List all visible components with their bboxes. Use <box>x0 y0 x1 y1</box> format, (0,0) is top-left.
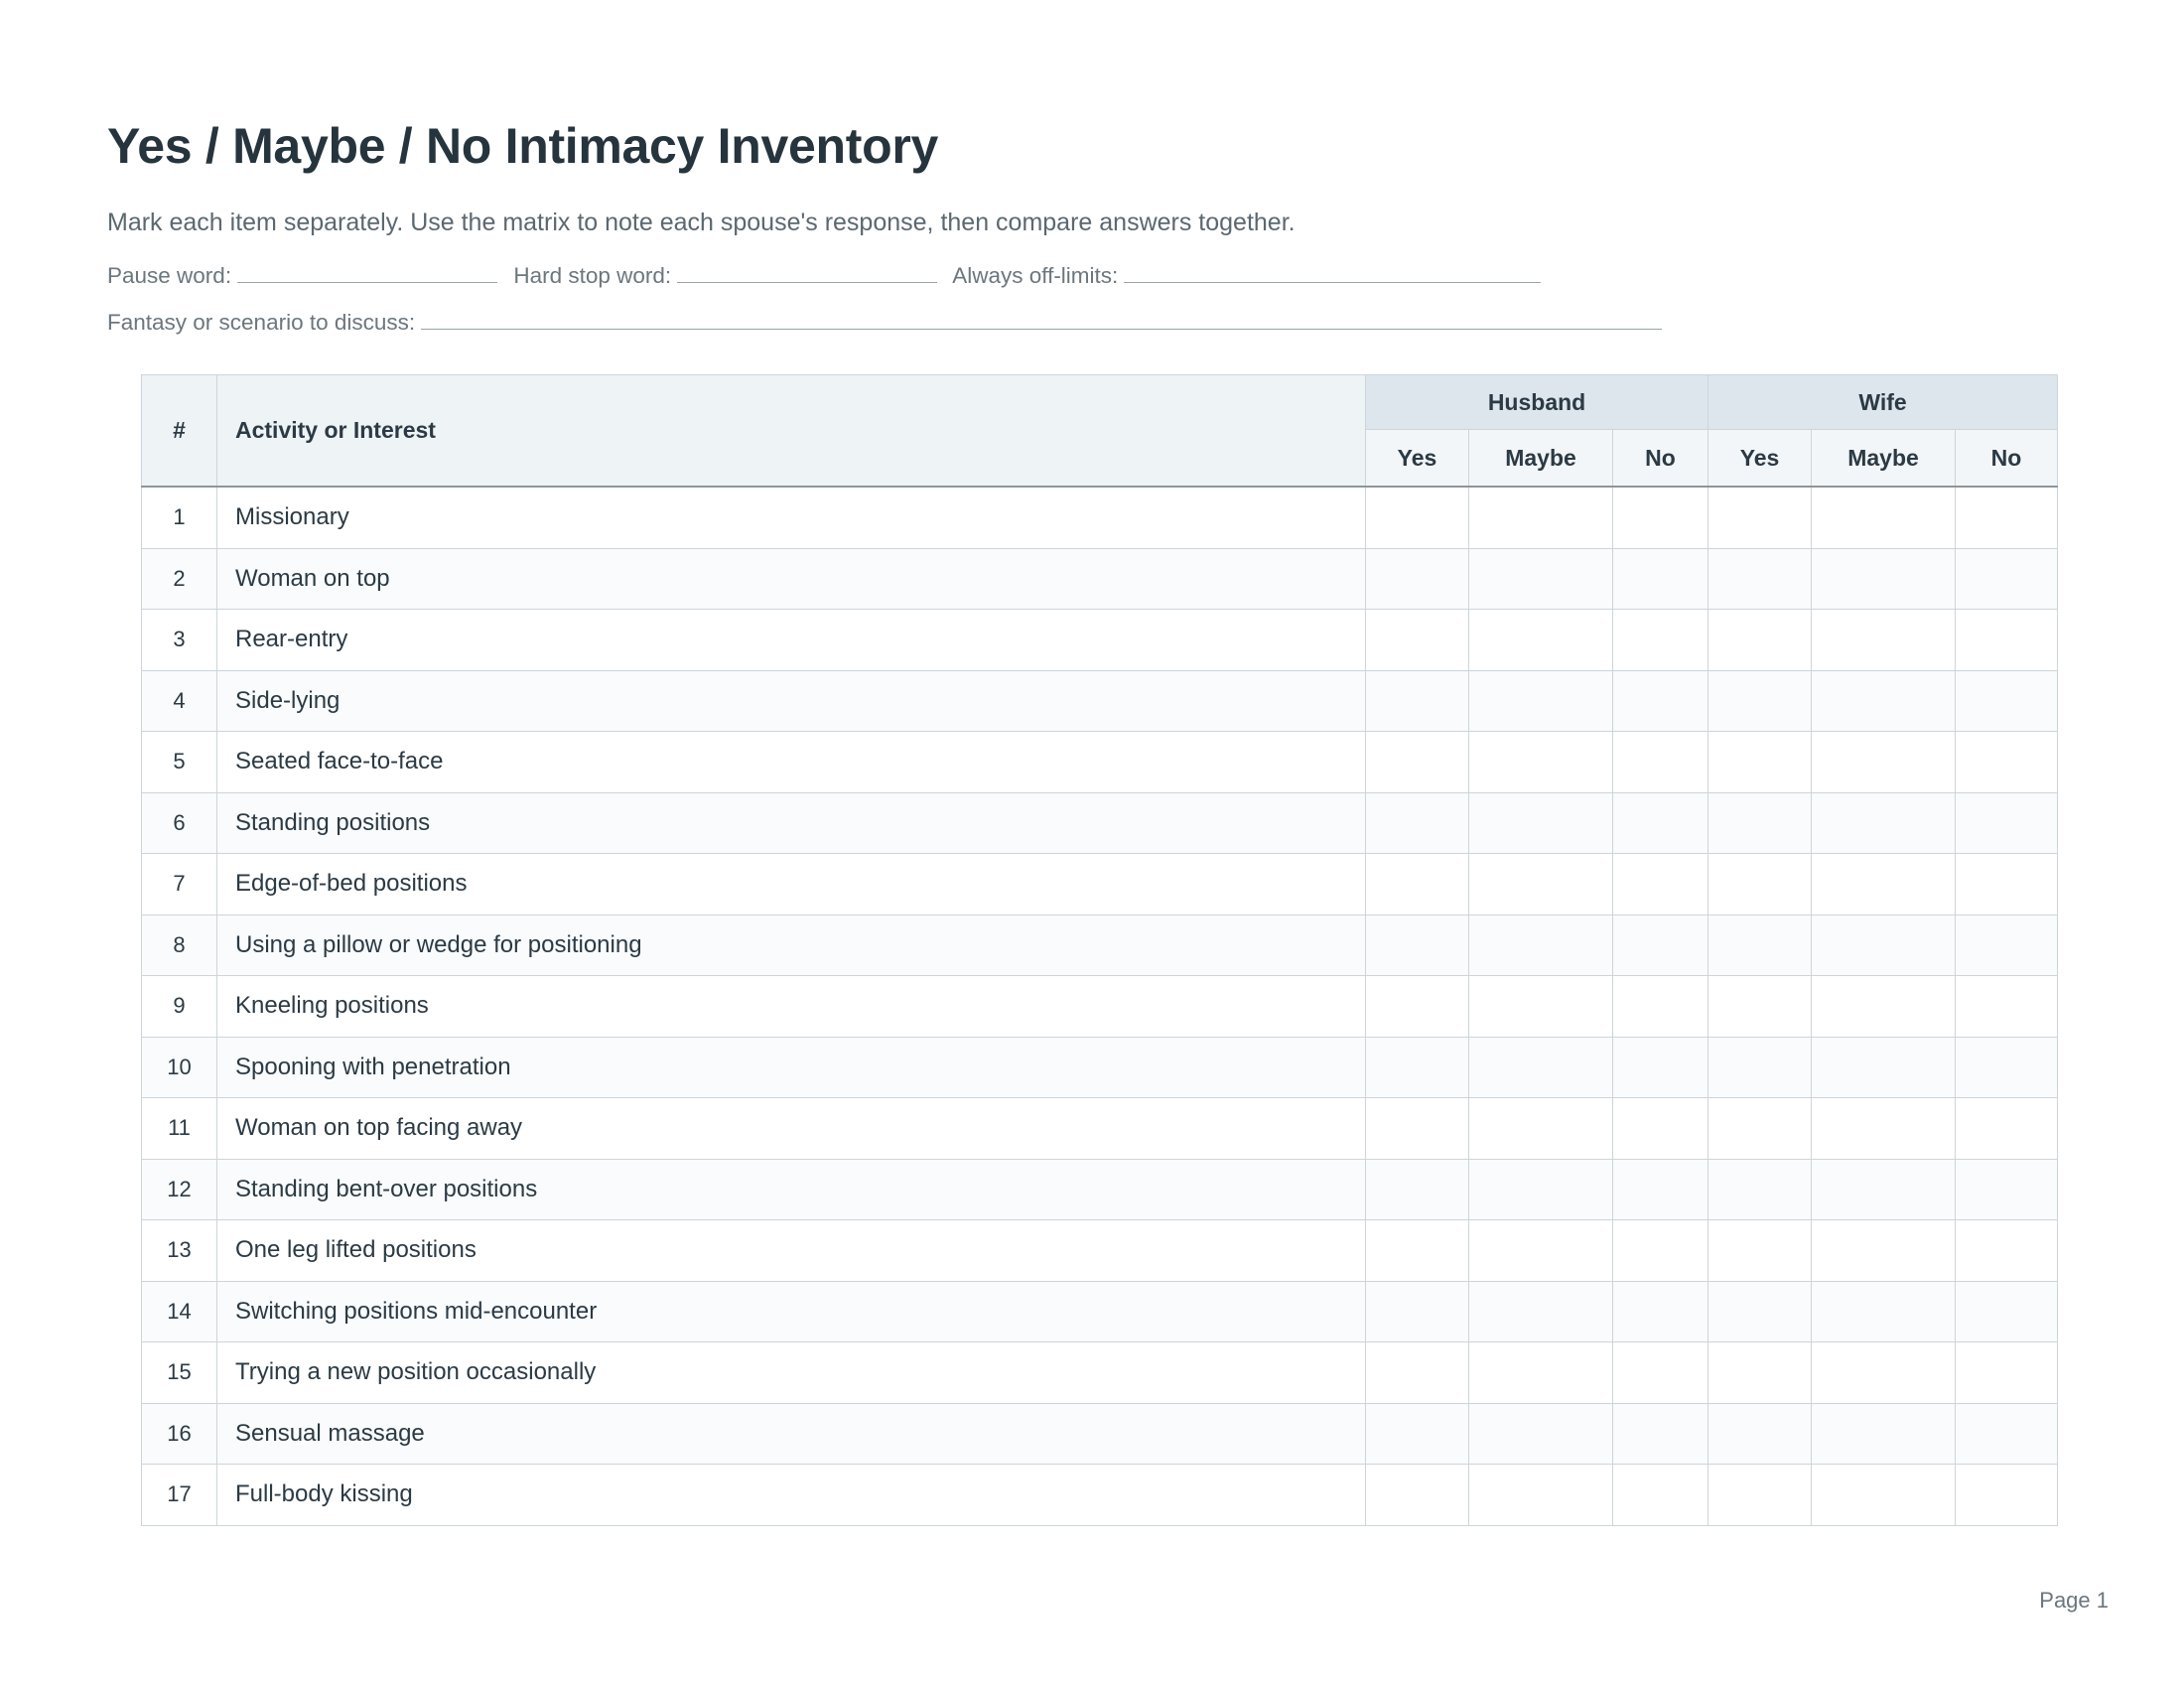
row-activity: One leg lifted positions <box>217 1220 1366 1282</box>
table-row <box>142 487 2058 548</box>
table-row <box>142 610 2058 671</box>
husband-yes-cell[interactable] <box>1366 1159 1469 1220</box>
wife-maybe-cell[interactable] <box>1812 792 1956 854</box>
wife-no-cell[interactable] <box>1956 1403 2058 1465</box>
wife-yes-cell[interactable] <box>1708 1281 1812 1342</box>
row-activity: Kneeling positions <box>217 976 1366 1038</box>
row-activity: Woman on top <box>217 548 1366 610</box>
row-number: 8 <box>142 914 217 976</box>
fantasy-label: Fantasy or scenario to discuss: <box>107 310 416 335</box>
husband-yes-cell[interactable] <box>1366 732 1469 793</box>
husband-yes-cell[interactable] <box>1366 670 1469 732</box>
header-number: # <box>142 375 217 488</box>
wife-no-cell[interactable] <box>1956 1159 2058 1220</box>
husband-maybe-cell[interactable] <box>1469 1220 1613 1282</box>
table-row <box>142 670 2058 732</box>
wife-maybe-cell[interactable] <box>1812 610 1956 671</box>
husband-maybe-cell[interactable] <box>1469 1342 1613 1404</box>
husband-maybe-cell[interactable] <box>1469 1159 1613 1220</box>
husband-maybe-cell[interactable] <box>1469 1281 1613 1342</box>
wife-no-cell[interactable] <box>1956 854 2058 915</box>
table-row <box>142 1342 2058 1404</box>
header-wife-no: No <box>1956 430 2058 488</box>
husband-yes-cell[interactable] <box>1366 1037 1469 1098</box>
wife-yes-cell[interactable] <box>1708 732 1812 793</box>
husband-maybe-cell[interactable] <box>1469 548 1613 610</box>
inventory-table <box>141 374 2058 1526</box>
header-wife-maybe: Maybe <box>1812 430 1956 488</box>
wife-no-cell[interactable] <box>1956 548 2058 610</box>
wife-yes-cell[interactable] <box>1708 1342 1812 1404</box>
header-husband: Husband <box>1366 375 1708 430</box>
row-activity: Woman on top facing away <box>217 1098 1366 1160</box>
husband-no-cell[interactable] <box>1613 1159 1708 1220</box>
husband-yes-cell[interactable] <box>1366 610 1469 671</box>
instructions: Mark each item separately. Use the matrix to note each spouse's response, then compare answers together. <box>107 209 1296 236</box>
husband-yes-cell[interactable] <box>1366 976 1469 1038</box>
husband-maybe-cell[interactable] <box>1469 732 1613 793</box>
row-number: 15 <box>142 1342 217 1404</box>
row-activity: Edge-of-bed positions <box>217 854 1366 915</box>
header-husband-no: No <box>1613 430 1708 488</box>
husband-no-cell[interactable] <box>1613 1465 1708 1526</box>
table-row <box>142 976 2058 1038</box>
wife-yes-cell[interactable] <box>1708 1403 1812 1465</box>
wife-maybe-cell[interactable] <box>1812 548 1956 610</box>
fantasy-field <box>107 310 1672 336</box>
husband-maybe-cell[interactable] <box>1469 610 1613 671</box>
table-row <box>142 1220 2058 1282</box>
husband-yes-cell[interactable] <box>1366 548 1469 610</box>
husband-maybe-cell[interactable] <box>1469 792 1613 854</box>
husband-no-cell[interactable] <box>1613 548 1708 610</box>
row-activity: Missionary <box>217 487 1366 548</box>
wife-no-cell[interactable] <box>1956 1098 2058 1160</box>
wife-maybe-cell[interactable] <box>1812 670 1956 732</box>
header-wife: Wife <box>1708 375 2058 430</box>
wife-yes-cell[interactable] <box>1708 670 1812 732</box>
table-row <box>142 854 2058 915</box>
row-activity: Switching positions mid-encounter <box>217 1281 1366 1342</box>
row-number: 14 <box>142 1281 217 1342</box>
row-number: 4 <box>142 670 217 732</box>
row-activity: Trying a new position occasionally <box>217 1342 1366 1404</box>
wife-no-cell[interactable] <box>1956 792 2058 854</box>
wife-no-cell[interactable] <box>1956 1220 2058 1282</box>
wife-no-cell[interactable] <box>1956 732 2058 793</box>
wife-maybe-cell[interactable] <box>1812 854 1956 915</box>
always-off-limits-blank[interactable] <box>1124 264 1541 283</box>
wife-maybe-cell[interactable] <box>1812 1037 1956 1098</box>
husband-maybe-cell[interactable] <box>1469 854 1613 915</box>
wife-yes-cell[interactable] <box>1708 854 1812 915</box>
wife-no-cell[interactable] <box>1956 1465 2058 1526</box>
row-activity: Using a pillow or wedge for positioning <box>217 914 1366 976</box>
header-husband-maybe: Maybe <box>1469 430 1613 488</box>
always-off-limits-label: Always off-limits: <box>952 263 1119 288</box>
husband-no-cell[interactable] <box>1613 610 1708 671</box>
husband-maybe-cell[interactable] <box>1469 487 1613 548</box>
page-title: Yes / Maybe / No Intimacy Inventory <box>107 118 939 174</box>
wife-yes-cell[interactable] <box>1708 1098 1812 1160</box>
wife-maybe-cell[interactable] <box>1812 1159 1956 1220</box>
wife-no-cell[interactable] <box>1956 610 2058 671</box>
husband-maybe-cell[interactable] <box>1469 1403 1613 1465</box>
row-activity: Spooning with penetration <box>217 1037 1366 1098</box>
husband-no-cell[interactable] <box>1613 854 1708 915</box>
row-activity: Sensual massage <box>217 1403 1366 1465</box>
row-number: 11 <box>142 1098 217 1160</box>
wife-no-cell[interactable] <box>1956 670 2058 732</box>
table-row <box>142 792 2058 854</box>
wife-yes-cell[interactable] <box>1708 1465 1812 1526</box>
husband-yes-cell[interactable] <box>1366 1281 1469 1342</box>
safeword-fields <box>107 263 1551 289</box>
row-activity: Rear-entry <box>217 610 1366 671</box>
header-husband-yes: Yes <box>1366 430 1469 488</box>
table-row <box>142 548 2058 610</box>
wife-maybe-cell[interactable] <box>1812 1220 1956 1282</box>
row-number: 17 <box>142 1465 217 1526</box>
table-row <box>142 1098 2058 1160</box>
wife-maybe-cell[interactable] <box>1812 1403 1956 1465</box>
wife-yes-cell[interactable] <box>1708 976 1812 1038</box>
row-number: 5 <box>142 732 217 793</box>
husband-maybe-cell[interactable] <box>1469 1465 1613 1526</box>
wife-no-cell[interactable] <box>1956 976 2058 1038</box>
husband-no-cell[interactable] <box>1613 487 1708 548</box>
husband-yes-cell[interactable] <box>1366 1220 1469 1282</box>
page-number: Page 1 <box>2039 1588 2109 1613</box>
husband-no-cell[interactable] <box>1613 976 1708 1038</box>
header-wife-yes: Yes <box>1708 430 1812 488</box>
husband-yes-cell[interactable] <box>1366 1342 1469 1404</box>
header-activity: Activity or Interest <box>217 375 1366 488</box>
wife-yes-cell[interactable] <box>1708 792 1812 854</box>
wife-no-cell[interactable] <box>1956 1037 2058 1098</box>
husband-no-cell[interactable] <box>1613 670 1708 732</box>
wife-maybe-cell[interactable] <box>1812 914 1956 976</box>
husband-yes-cell[interactable] <box>1366 792 1469 854</box>
row-number: 12 <box>142 1159 217 1220</box>
wife-yes-cell[interactable] <box>1708 487 1812 548</box>
wife-yes-cell[interactable] <box>1708 548 1812 610</box>
husband-maybe-cell[interactable] <box>1469 976 1613 1038</box>
row-activity: Full-body kissing <box>217 1465 1366 1526</box>
husband-no-cell[interactable] <box>1613 1281 1708 1342</box>
husband-no-cell[interactable] <box>1613 1220 1708 1282</box>
row-number: 10 <box>142 1037 217 1098</box>
wife-no-cell[interactable] <box>1956 1342 2058 1404</box>
wife-maybe-cell[interactable] <box>1812 976 1956 1038</box>
husband-no-cell[interactable] <box>1613 1098 1708 1160</box>
husband-no-cell[interactable] <box>1613 732 1708 793</box>
row-number: 9 <box>142 976 217 1038</box>
wife-maybe-cell[interactable] <box>1812 1281 1956 1342</box>
husband-no-cell[interactable] <box>1613 1342 1708 1404</box>
wife-maybe-cell[interactable] <box>1812 1465 1956 1526</box>
row-activity: Standing positions <box>217 792 1366 854</box>
wife-yes-cell[interactable] <box>1708 1220 1812 1282</box>
wife-yes-cell[interactable] <box>1708 914 1812 976</box>
table-row <box>142 1037 2058 1098</box>
row-number: 1 <box>142 487 217 548</box>
wife-maybe-cell[interactable] <box>1812 487 1956 548</box>
husband-yes-cell[interactable] <box>1366 914 1469 976</box>
table-row <box>142 732 2058 793</box>
husband-yes-cell[interactable] <box>1366 487 1469 548</box>
wife-no-cell[interactable] <box>1956 1281 2058 1342</box>
row-number: 6 <box>142 792 217 854</box>
table-row <box>142 1465 2058 1526</box>
husband-no-cell[interactable] <box>1613 1037 1708 1098</box>
row-number: 16 <box>142 1403 217 1465</box>
table-row <box>142 1403 2058 1465</box>
wife-maybe-cell[interactable] <box>1812 1342 1956 1404</box>
wife-yes-cell[interactable] <box>1708 1159 1812 1220</box>
table-row <box>142 1159 2058 1220</box>
row-number: 2 <box>142 548 217 610</box>
husband-no-cell[interactable] <box>1613 1403 1708 1465</box>
pause-word-label: Pause word: <box>107 263 232 288</box>
row-activity: Seated face-to-face <box>217 732 1366 793</box>
pause-word-blank[interactable] <box>237 264 497 283</box>
husband-yes-cell[interactable] <box>1366 1403 1469 1465</box>
husband-no-cell[interactable] <box>1613 914 1708 976</box>
wife-maybe-cell[interactable] <box>1812 1098 1956 1160</box>
fantasy-blank[interactable] <box>421 311 1662 330</box>
table-row <box>142 914 2058 976</box>
wife-no-cell[interactable] <box>1956 914 2058 976</box>
wife-no-cell[interactable] <box>1956 487 2058 548</box>
row-number: 7 <box>142 854 217 915</box>
husband-maybe-cell[interactable] <box>1469 1037 1613 1098</box>
husband-maybe-cell[interactable] <box>1469 670 1613 732</box>
husband-yes-cell[interactable] <box>1366 1465 1469 1526</box>
husband-no-cell[interactable] <box>1613 792 1708 854</box>
inventory-rows <box>142 487 2058 1525</box>
wife-yes-cell[interactable] <box>1708 1037 1812 1098</box>
husband-maybe-cell[interactable] <box>1469 1098 1613 1160</box>
row-number: 13 <box>142 1220 217 1282</box>
wife-maybe-cell[interactable] <box>1812 732 1956 793</box>
table-row <box>142 1281 2058 1342</box>
husband-maybe-cell[interactable] <box>1469 914 1613 976</box>
row-activity: Side-lying <box>217 670 1366 732</box>
hard-stop-word-blank[interactable] <box>677 264 937 283</box>
husband-yes-cell[interactable] <box>1366 854 1469 915</box>
row-number: 3 <box>142 610 217 671</box>
husband-yes-cell[interactable] <box>1366 1098 1469 1160</box>
wife-yes-cell[interactable] <box>1708 610 1812 671</box>
hard-stop-word-label: Hard stop word: <box>513 263 672 288</box>
row-activity: Standing bent-over positions <box>217 1159 1366 1220</box>
